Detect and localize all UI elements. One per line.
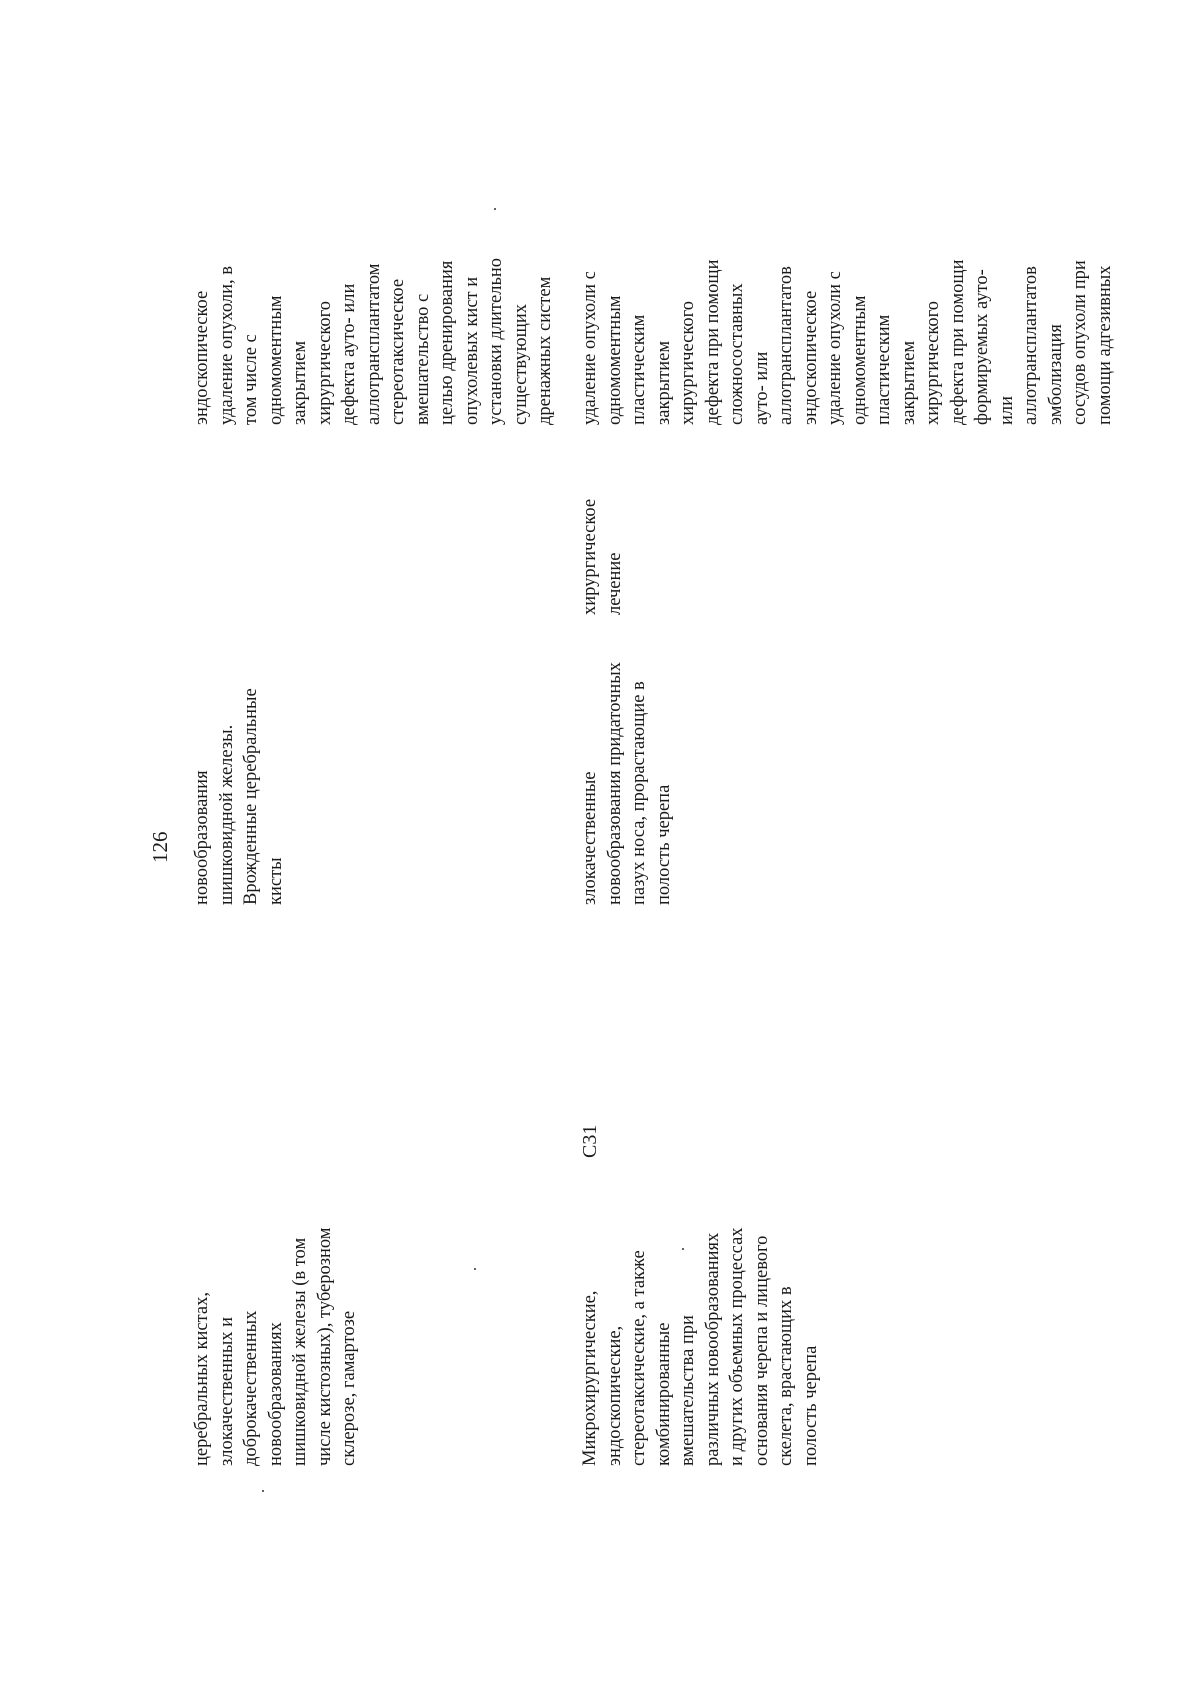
- row-1-method-line: удаление опухоли, в: [216, 265, 237, 425]
- row-2-method-line: закрытием: [898, 340, 919, 425]
- row-2-method-line: сосудов опухоли при: [1070, 260, 1090, 425]
- row-1-method-line: хирургического: [314, 300, 335, 425]
- row-1-condition-cell: [190, 688, 288, 905]
- row-1-method-line: вмешательство с: [412, 293, 433, 425]
- row-1-section-line: шишковидной железы (в том: [290, 1237, 310, 1466]
- row-2-method-line: хирургического: [923, 300, 943, 425]
- scan-speck: [262, 1490, 264, 1492]
- scan-speck: [682, 1248, 684, 1250]
- row-1-method-cell: [190, 258, 558, 425]
- row-1-section-line: доброкачественных: [241, 1310, 261, 1466]
- row-1-section-line: церебральных кистах,: [192, 1292, 212, 1466]
- row-1-method-line: опухолевых кист и: [461, 276, 482, 425]
- row-2-code-cell: [578, 1125, 602, 1158]
- row-2-section-line: скелета, врастающих в: [776, 1286, 796, 1466]
- row-1-section-line: новообразованиях: [265, 1322, 286, 1466]
- row-1-section-cell: [190, 1227, 362, 1466]
- row-2-method-line: аллотрансплантатов: [776, 266, 796, 425]
- row-2-method-line: эмболизация: [1045, 324, 1066, 425]
- row-2-condition-line: злокачественные: [580, 771, 600, 905]
- row-2-section-line: комбинированные: [653, 1322, 674, 1466]
- row-1-method-line: аллотрансплантатом: [363, 263, 384, 425]
- page-number: 126: [148, 831, 172, 863]
- row-2-method-line: пластическим: [874, 314, 894, 425]
- row-2-condition-line: полость черепа: [653, 784, 674, 905]
- row-2-method-line: закрытием: [653, 340, 674, 425]
- row-2-treatment-line: лечение: [604, 552, 625, 615]
- row-2-section-line: и других объемных процессах: [727, 1227, 747, 1466]
- row-2-method-line: формируемых ауто-: [972, 269, 992, 425]
- row-1-condition-line: новообразования: [192, 770, 212, 905]
- row-2-section-line: различных новообразованиях: [702, 1232, 723, 1466]
- row-2-treatment-cell: [578, 499, 627, 615]
- row-2-section-line: эндоскопические,: [604, 1325, 625, 1466]
- row-1-section-line: склерозе, гамартозе: [339, 1310, 359, 1466]
- row-2-method-line: сложносоставных: [727, 283, 747, 425]
- row-1-method-line: установки длительно: [486, 257, 506, 425]
- row-2-method-line: хирургического: [678, 300, 698, 425]
- row-2-section-line: полость черепа: [800, 1345, 821, 1466]
- row-1-method-line: том числе с: [241, 334, 261, 425]
- row-2-method-line: дефекта при помощи: [702, 259, 723, 425]
- row-1-method-line: дефекта ауто- или: [339, 283, 359, 425]
- row-1-condition-line: Врожденные церебральные: [241, 688, 261, 905]
- row-2-method-line: ауто- или: [751, 351, 772, 425]
- row-2-method-line: удаление опухоли с: [580, 271, 600, 425]
- row-1-method-line: стереотаксическое: [388, 278, 408, 425]
- row-2-section-cell: [578, 1227, 823, 1466]
- row-2-method-line: эндоскопическое: [800, 290, 821, 425]
- scan-speck: [494, 208, 496, 210]
- row-2-method-line: аллотрансплантатов: [1021, 266, 1041, 425]
- row-1-section-line: злокачественных и: [216, 1316, 237, 1466]
- row-1-method-line: дренажных систем: [535, 276, 555, 425]
- row-1-method-line: существующих: [510, 304, 531, 425]
- row-2-method-line: пластическим: [629, 314, 649, 425]
- row-1-method-line: одномоментным: [265, 295, 286, 425]
- row-2-code: C31: [579, 1124, 601, 1158]
- row-2-section-line: Микрохирургические,: [580, 1290, 600, 1466]
- row-2-method-line: удаление опухоли с: [825, 271, 845, 425]
- row-1-condition-line: шишковидной железы.: [216, 724, 237, 905]
- row-2-treatment-line: хирургическое: [580, 498, 600, 615]
- row-2-method-line: одномоментным: [849, 295, 870, 425]
- row-2-method-line: одномоментным: [604, 295, 625, 425]
- row-1-method-line: эндоскопическое: [192, 290, 212, 425]
- row-1-method-line: закрытием: [290, 340, 310, 425]
- row-1-method-line: целью дренирования: [437, 260, 457, 425]
- row-2-method-cell: [578, 259, 1117, 425]
- row-1-condition-line: кисты: [265, 857, 286, 905]
- scan-speck: [474, 1268, 476, 1270]
- row-1-section-line: числе кистозных), туберозном: [314, 1227, 335, 1466]
- row-2-section-line: стереотаксические, а также: [629, 1250, 649, 1466]
- row-2-section-line: вмешательства при: [678, 1315, 698, 1466]
- row-2-method-line: или: [996, 395, 1017, 425]
- row-2-condition-cell: [578, 662, 676, 905]
- row-2-condition-line: новообразования придаточных: [604, 662, 625, 905]
- row-2-section-line: основания черепа и лицевого: [751, 1235, 772, 1466]
- row-2-condition-line: пазух носа, прорастающие в: [629, 681, 649, 905]
- row-2-method-line: помощи адгезивных: [1094, 265, 1115, 425]
- row-2-method-line: дефекта при помощи: [947, 259, 968, 425]
